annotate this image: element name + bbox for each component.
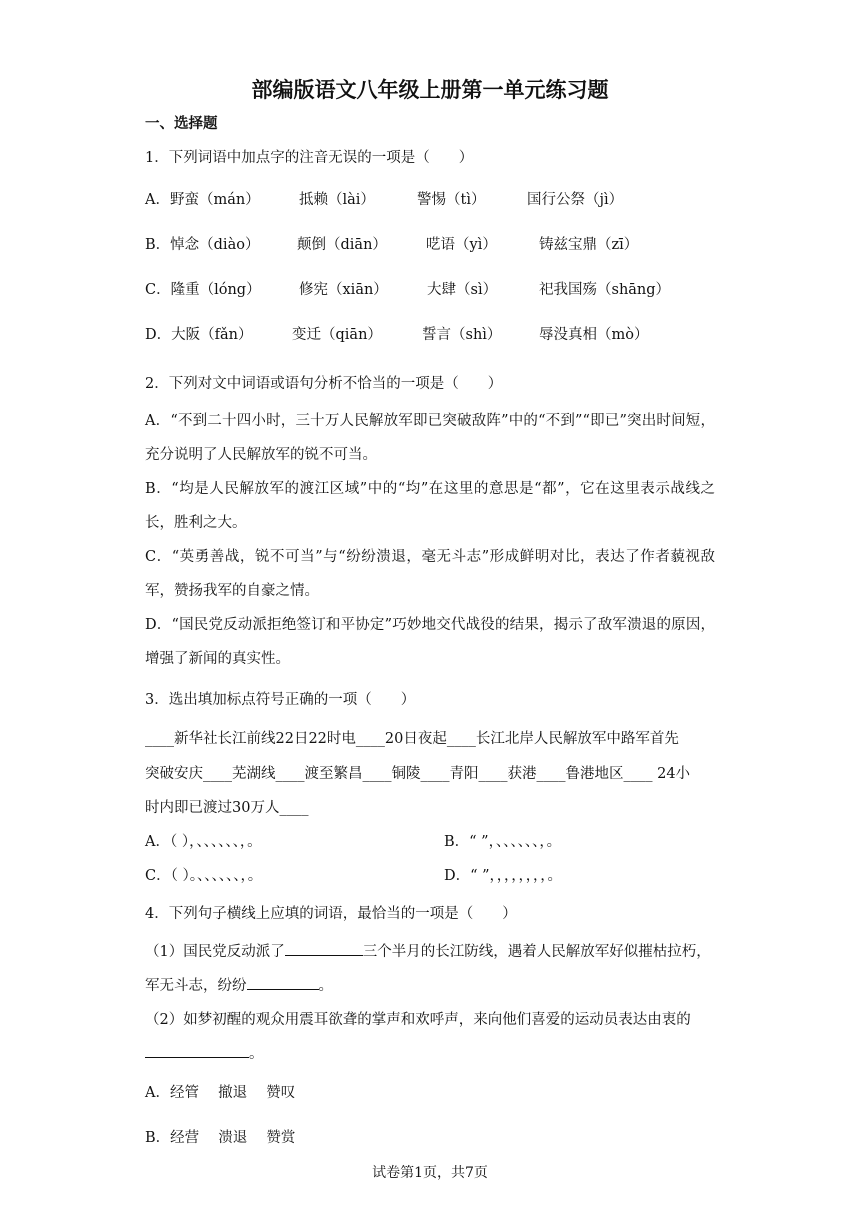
q4-s2-part-b: 。 bbox=[249, 1046, 264, 1062]
q4-s1-part-d: 。 bbox=[318, 978, 333, 994]
q1-b-2: 颠倒（diān） bbox=[297, 237, 387, 253]
q2-option-b: B．“均是人民解放军的渡江区域”中的“均”在这里的意思是“都”，它在这里表示战线之长，胜利之大。 bbox=[145, 481, 715, 531]
q1-c-1: C．隆重（lóng） bbox=[145, 282, 261, 298]
q1-a-3: 警惕（tì） bbox=[417, 192, 486, 208]
q4-blank-2 bbox=[247, 975, 319, 990]
q1-d-3: 誓言（shì） bbox=[422, 327, 502, 343]
q1-d-2: 变迁（qiān） bbox=[292, 327, 382, 343]
q2-option-c: C．“英勇善战，锐不可当”与“纷纷溃退，毫无斗志”形成鲜明对比，表达了作者藐视敌军，赞扬我军的自豪之情。 bbox=[145, 549, 715, 599]
q3-passage-line-1: ____新华社长江前线22日22时电____20日夜起____长江北岸人民解放军中路军首先 bbox=[145, 731, 679, 747]
q1-c-4: 祀我国殇（shāng） bbox=[539, 282, 671, 298]
q4-s1-part-a: （1）国民党反动派了 bbox=[145, 944, 285, 960]
q4-stem: 4．下列句子横线上应填的词语，最恰当的一项是（ ） bbox=[145, 906, 517, 922]
q1-a-4: 国行公祭（jì） bbox=[527, 192, 624, 208]
q4-sentence-2-line-1: （2）如梦初醒的观众用震耳欲聋的掌声和欢呼声，来向他们喜爱的运动员表达由衷的 bbox=[145, 1012, 691, 1028]
section-heading: 一、选择题 bbox=[145, 115, 218, 132]
q1-a-1: A．野蛮（mán） bbox=[145, 192, 260, 208]
q1-c-3: 大肆（sì） bbox=[427, 282, 498, 298]
q3-stem: 3．选出填加标点符号正确的一项（ ） bbox=[145, 692, 416, 708]
q4-blank-1 bbox=[285, 941, 363, 956]
q4-sentence-1-line-1 bbox=[145, 940, 711, 961]
q3-option-a: A．（ ），、、、、、、，。 bbox=[145, 834, 262, 850]
q4-s1-part-c: 军无斗志，纷纷 bbox=[145, 978, 247, 994]
q2-option-d: D．“国民党反动派拒绝签订和平协定”巧妙地交代战役的结果，揭示了敌军溃退的原因，增强了新闻的真实性。 bbox=[145, 617, 715, 667]
q1-b-3: 呓语（yì） bbox=[426, 237, 497, 253]
q3-option-d: D．“ ”，，，，，，，，。 bbox=[444, 868, 563, 884]
page-title: 部编版语文八年级上册第一单元练习题 bbox=[251, 78, 609, 102]
q2-stem: 2．下列对文中词语或语句分析不恰当的一项是（ ） bbox=[145, 376, 503, 392]
q1-a-2: 抵赖（lài） bbox=[299, 192, 375, 208]
q1-d-1: D．大阪（fǎn） bbox=[145, 327, 253, 343]
q1-b-1: B．悼念（diào） bbox=[145, 237, 260, 253]
q1-stem: 1．下列词语中加点字的注音无误的一项是（ ） bbox=[145, 150, 474, 166]
q3-option-c: C．（ ）。、、、、、、，。 bbox=[145, 868, 263, 884]
q2-option-a: A．“不到二十四小时，三十万人民解放军即已突破敌阵”中的“不到”“即已”突出时间短，充分说明了人民解放军的锐不可当。 bbox=[145, 413, 715, 463]
q1-c-2: 修宪（xiān） bbox=[299, 282, 388, 298]
q1-b-4: 铸兹宝鼎（zī） bbox=[539, 237, 639, 253]
q3-option-b: B．“ ”，、、、、、、，。 bbox=[444, 834, 562, 850]
q3-passage-line-2: 突破安庆____芜湖线____渡至繁昌____铜陵____青阳____获港____鲁港地区____ 24小 bbox=[145, 766, 691, 782]
q4-sentence-1-line-2 bbox=[145, 974, 333, 995]
q4-blank-3 bbox=[145, 1043, 249, 1058]
q3-passage-line-3: 时内即已渡过30万人____ bbox=[145, 800, 309, 816]
page-footer: 试卷第1页，共7页 bbox=[372, 1165, 488, 1181]
q1-d-4: 辱没真相（mò） bbox=[539, 327, 649, 343]
q4-option-b: B．经营 溃退 赞赏 bbox=[145, 1130, 296, 1146]
q4-option-a: A．经管 撤退 赞叹 bbox=[145, 1085, 296, 1101]
q4-sentence-2-line-2 bbox=[145, 1042, 264, 1063]
q4-s1-part-b: 三个半月的长江防线，遇着人民解放军好似摧枯拉朽， bbox=[362, 944, 711, 960]
